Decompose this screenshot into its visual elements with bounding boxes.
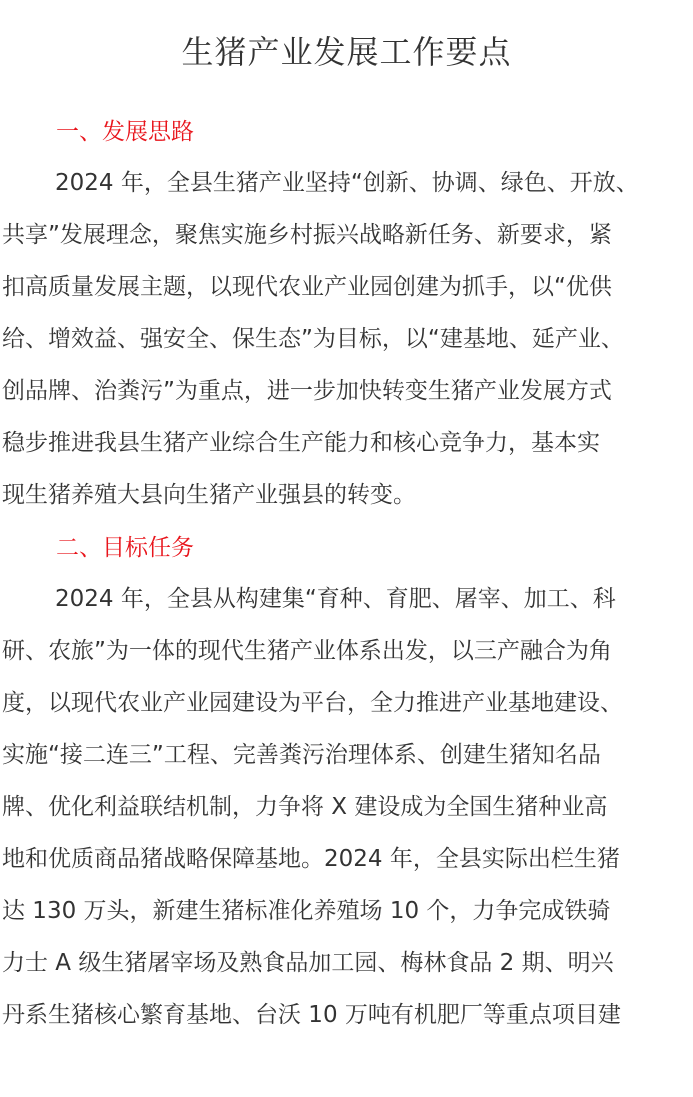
paragraph-line: 地和优质商品猪战略保障基地。2024 年，全县实际出栏生猪 <box>2 846 620 872</box>
paragraph-line: 稳步推进我县生猪产业综合生产能力和核心竞争力，基本实 <box>2 430 600 456</box>
paragraph-line: 丹系生猪核心繁育基地、台沃 10 万吨有机肥厂等重点项目建 <box>2 1002 621 1028</box>
paragraph-line: 给、增效益、强安全、保生态”为目标，以“建基地、延产业、 <box>2 326 624 352</box>
section-heading-development-idea: 一、发展思路 <box>56 119 194 145</box>
paragraph-line: 现生猪养殖大县向生猪产业强县的转变。 <box>2 482 416 508</box>
paragraph-line: 2024 年，全县从构建集“育种、育肥、屠宰、加工、科 <box>55 586 616 612</box>
section-heading-goals-tasks: 二、目标任务 <box>56 535 194 561</box>
paragraph-line: 牌、优化利益联结机制，力争将 X 建设成为全国生猪种业高 <box>2 794 608 820</box>
paragraph-line: 创品牌、治粪污”为重点，进一步加快转变生猪产业发展方式 <box>2 378 612 404</box>
paragraph-line: 实施“接二连三”工程、完善粪污治理体系、创建生猪知名品 <box>2 742 601 768</box>
section-body-goals-tasks <box>2 573 692 1041</box>
paragraph-line: 力士 A 级生猪屠宰场及熟食品加工园、梅林食品 2 期、明兴 <box>2 950 614 976</box>
document-title: 生猪产业发展工作要点 <box>181 33 512 71</box>
paragraph-line: 共享”发展理念，聚焦实施乡村振兴战略新任务、新要求，紧 <box>2 222 612 248</box>
paragraph-line: 度，以现代农业产业园建设为平台，全力推进产业基地建设、 <box>2 690 623 716</box>
section-body-development-idea <box>2 157 692 521</box>
paragraph-line: 扣高质量发展主题，以现代农业产业园创建为抓手，以“优供 <box>2 274 612 300</box>
paragraph-line: 2024 年，全县生猪产业坚持“创新、协调、绿色、开放、 <box>55 170 639 196</box>
paragraph-line: 达 130 万头，新建生猪标准化养殖场 10 个，力争完成铁骑 <box>2 898 611 924</box>
paragraph-line: 研、农旅”为一体的现代生猪产业体系出发，以三产融合为角 <box>2 638 612 664</box>
